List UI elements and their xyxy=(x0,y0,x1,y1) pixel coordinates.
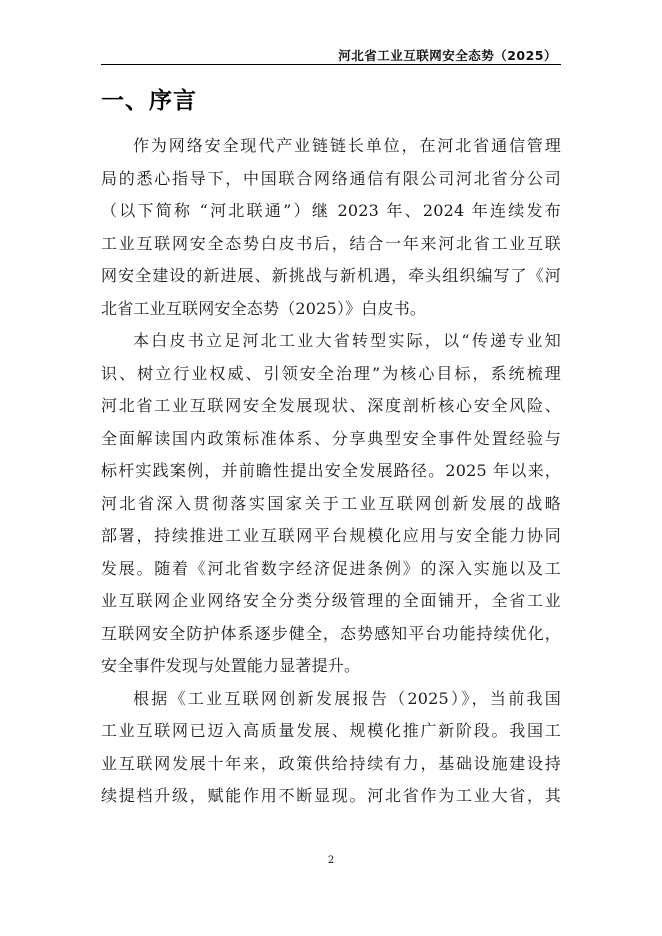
text-line: 局的悉心指导下，中国联合网络通信有限公司河北省分公司 xyxy=(101,168,561,188)
text-line: 本白皮书立足河北工业大省转型实际，以“传递专业知 xyxy=(133,331,561,350)
text-line: 发展。随着《河北省数字经济促进条例》的深入实施以及工 xyxy=(101,558,561,578)
section-title: 一、序言 xyxy=(101,88,197,114)
text-line: 互联网安全防护体系逐步健全，态势感知平台功能持续优化， xyxy=(101,623,561,643)
text-line: 河北省深入贯彻落实国家关于工业互联网创新发展的战略 xyxy=(101,493,561,513)
text-line: 北省工业互联网安全态势（2025）》白皮书。 xyxy=(101,298,427,318)
paragraph-1 xyxy=(101,130,561,325)
text-line: 标杆实践案例，并前瞻性提出安全发展路径。2025 年以来， xyxy=(101,461,561,480)
text-line: 业互联网企业网络安全分类分级管理的全面铺开，全省工业 xyxy=(101,591,561,610)
text-line: 工业互联网已迈入高质量发展、规模化推广新阶段。我国工 xyxy=(101,721,561,740)
text-line: 续提档升级，赋能作用不断显现。河北省作为工业大省，其 xyxy=(101,786,561,805)
page-number: 2 xyxy=(327,855,335,866)
text-line: 部署，持续推进工业互联网平台规模化应用与安全能力协同 xyxy=(101,526,561,545)
text-line: 根据《工业互联网创新发展报告（2025）》，当前我国 xyxy=(133,688,561,708)
text-line: 业互联网发展十年来，政策供给持续有力，基础设施建设持 xyxy=(101,753,561,773)
text-line: 网安全建设的新进展、新挑战与新机遇，牵头组织编写了《河 xyxy=(101,266,561,285)
text-line: 作为网络安全现代产业链链长单位，在河北省通信管理 xyxy=(133,136,561,155)
page-header xyxy=(101,44,561,65)
text-line: 安全事件发现与处置能力显著提升。 xyxy=(101,656,361,675)
header-title: 河北省工业互联网安全态势（2025） xyxy=(338,48,557,63)
text-line: 河北省工业互联网安全发展现状、深度剖析核心安全风险、 xyxy=(101,396,561,415)
text-line: 识、树立行业权威、引领安全治理”为核心目标，系统梳理 xyxy=(101,363,561,383)
text-line: 工业互联网安全态势白皮书后，结合一年来河北省工业互联 xyxy=(101,233,561,253)
body-text xyxy=(101,130,561,813)
paragraph-3 xyxy=(101,683,561,813)
text-line: （以下简称 “河北联通”）继 2023 年、2024 年连续发布 xyxy=(101,201,561,220)
paragraph-2 xyxy=(101,325,561,683)
text-line: 全面解读国内政策标准体系、分享典型安全事件处置经验与 xyxy=(101,428,561,448)
